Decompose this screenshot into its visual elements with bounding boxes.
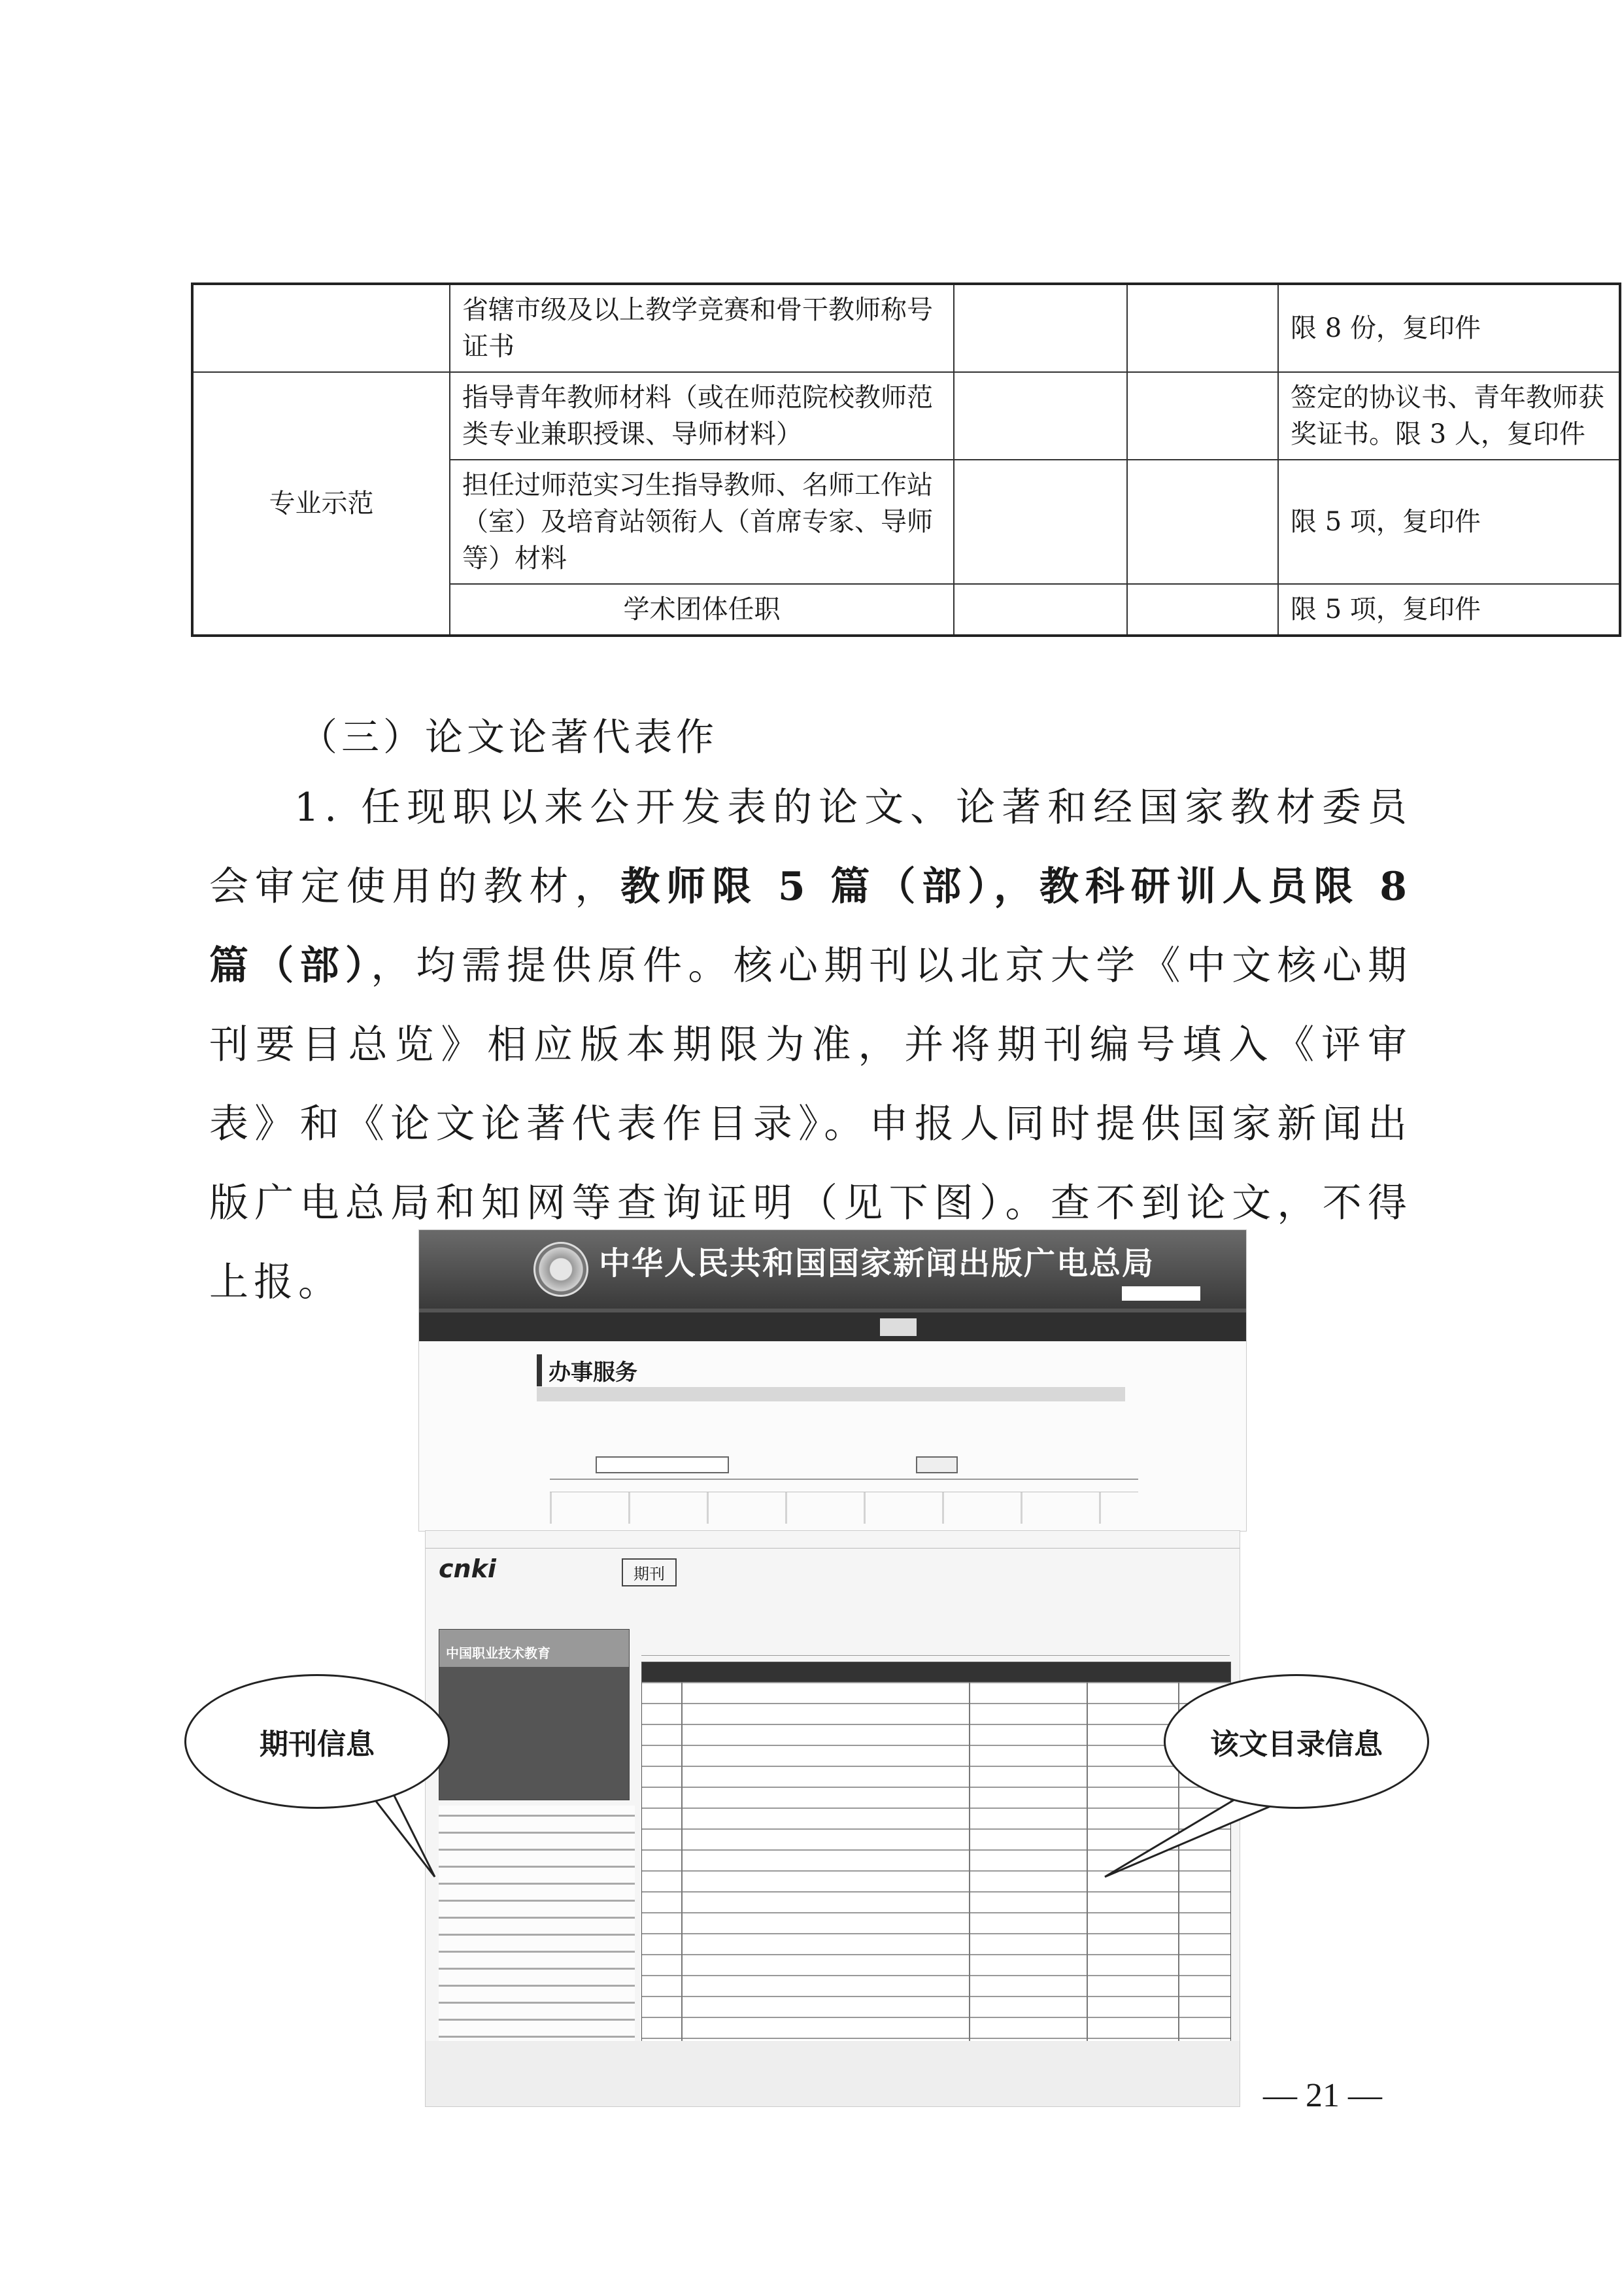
table-cell-note: 限 5 项，复印件 bbox=[1278, 584, 1620, 636]
callout-journal-info: 期刊信息 bbox=[184, 1674, 450, 1809]
article-list bbox=[641, 1662, 1231, 2082]
article-list-header bbox=[642, 1662, 1230, 1682]
gov-nav-item-active bbox=[880, 1318, 917, 1336]
table-cell-empty bbox=[1127, 460, 1278, 584]
gov-result-table bbox=[550, 1492, 1138, 1524]
cnki-logo: cnki bbox=[439, 1554, 496, 1583]
gov-query-form bbox=[550, 1452, 1138, 1480]
table-cell-note: 签定的协议书、青年教师获奖证书。限 3 人，复印件 bbox=[1278, 372, 1620, 460]
paragraph-text: ，均需提供原件。核心期刊以北京大学《中文核心期刊要目总览》相应版本期限为准，并将期刊编号填入《评审表》和《论文论著代表作目录》。申报人同时提供国家新闻出版广电总局和知网等查询证明（见下图）。查不到论文，不得上报。 bbox=[209, 943, 1413, 1305]
requirements-table bbox=[191, 283, 1621, 637]
table-cell-empty bbox=[954, 372, 1127, 460]
table-cell-empty bbox=[1127, 372, 1278, 460]
page-number: — 21 — bbox=[1263, 2077, 1382, 2114]
table-cell-category bbox=[192, 284, 450, 372]
gov-search-input bbox=[1122, 1286, 1200, 1301]
table-cell-empty bbox=[1127, 284, 1278, 372]
table-cell-item: 省辖市级及以上教学竞赛和骨干教师称号证书 bbox=[450, 284, 954, 372]
cnki-top-bar bbox=[426, 1531, 1240, 1549]
table-cell-empty bbox=[954, 284, 1127, 372]
gov-site-screenshot bbox=[418, 1229, 1247, 1532]
gov-sub-bar bbox=[537, 1387, 1125, 1401]
cnki-tab-journal: 期刊 bbox=[622, 1558, 677, 1586]
table-cell-empty bbox=[954, 460, 1127, 584]
table-row bbox=[192, 284, 1620, 372]
table-cell-empty bbox=[1127, 584, 1278, 636]
national-emblem-icon bbox=[533, 1242, 588, 1297]
gov-site-title: 中华人民共和国国家新闻出版广电总局 bbox=[599, 1245, 1155, 1282]
table-cell-note: 限 5 项，复印件 bbox=[1278, 460, 1620, 584]
section-heading: （三）论文论著代表作 bbox=[299, 715, 718, 759]
paragraph-text: 1. 任现职以来公开发表的论文、论著和经国家教材委员会审定使用的教材， bbox=[209, 785, 1412, 910]
table-cell-note: 限 8 份，复印件 bbox=[1278, 284, 1620, 372]
gov-banner bbox=[419, 1230, 1246, 1312]
gov-query-input bbox=[596, 1456, 729, 1473]
gov-query-button bbox=[916, 1456, 958, 1473]
gov-section-title: 办事服务 bbox=[537, 1354, 637, 1386]
cnki-footer bbox=[426, 2041, 1240, 2106]
column-divider bbox=[1087, 1682, 1088, 2081]
table-cell-item: 担任过师范实习生指导教师、名师工作站（室）及培育站领衔人（首席专家、导师等）材料 bbox=[450, 460, 954, 584]
table-cell-item: 指导青年教师材料（或在师范院校教师范类专业兼职授课、导师材料） bbox=[450, 372, 954, 460]
gov-nav-bar bbox=[419, 1312, 1246, 1341]
cnki-issue-controls bbox=[641, 1629, 1230, 1656]
table-cell-category: 专业示范 bbox=[192, 372, 450, 636]
column-divider bbox=[969, 1682, 970, 2081]
column-divider bbox=[681, 1682, 683, 2081]
journal-cover-image bbox=[439, 1629, 630, 1800]
table-cell-item: 学术团体任职 bbox=[450, 584, 954, 636]
paragraph-bold-limit: 教师限 5 篇（部），教科研训人员限 8 篇（部） bbox=[209, 864, 1412, 989]
cnki-screenshot bbox=[425, 1530, 1240, 2107]
table-cell-empty bbox=[954, 584, 1127, 636]
table-row bbox=[192, 372, 1620, 460]
callout-article-catalog: 该文目录信息 bbox=[1164, 1674, 1429, 1809]
journal-cover-title: 中国职业技术教育 bbox=[446, 1645, 550, 1661]
